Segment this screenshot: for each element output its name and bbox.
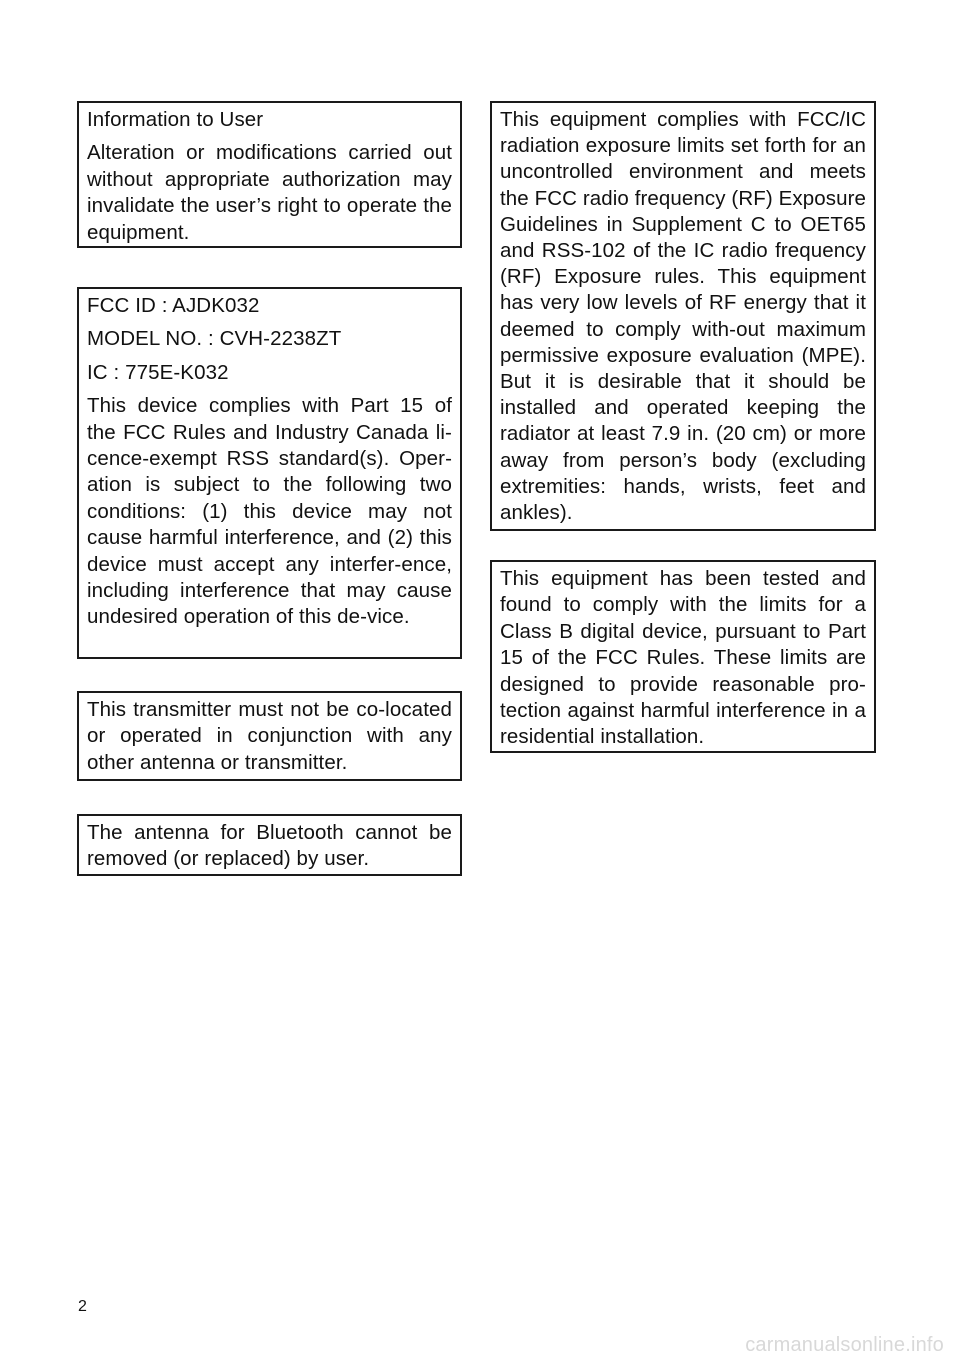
antenna-notice-text: The antenna for Bluetooth cannot be removed (or replaced) by user. xyxy=(87,821,452,871)
information-to-user-heading: Information to User xyxy=(87,108,264,131)
co-location-notice-box xyxy=(77,691,462,781)
watermark: carmanualsonline.info xyxy=(745,1334,944,1356)
radiation-exposure-box xyxy=(490,101,876,531)
model-number: MODEL NO. : CVH-2238ZT xyxy=(87,327,342,351)
fcc-id: FCC ID : AJDK032 xyxy=(87,294,260,317)
ic-number: IC : 775E-K032 xyxy=(87,360,229,384)
class-b-notice-text: This equipment has been tested and found to comply with the limits for a Class B digital device, pursuant to Part 15 of the FCC Rules. These limits are designed to provide reasonable pro-tection against harmful interference in a residential installation. xyxy=(500,567,866,749)
co-location-notice-text: This transmitter must not be co-located or operated in conjunction with any other antenna or transmitter. xyxy=(87,698,452,774)
antenna-notice-box xyxy=(77,814,462,876)
fcc-compliance-box xyxy=(77,287,462,659)
fcc-compliance-text: This device complies with Part 15 of the FCC Rules and Industry Canada li-cence-exempt RSS standard(s). Oper-ation is subject to the following two conditions: (1) this device may not cause harmful interference, and (2) this device must accept any interfer-ence, including interference that may cause undesired operation of this de-vice. xyxy=(87,394,452,629)
information-to-user-box xyxy=(77,101,462,248)
class-b-notice-box xyxy=(490,560,876,753)
radiation-exposure-text: This equipment complies with FCC/IC radiation exposure limits set forth for an uncontrolled environment and meets the FCC radio frequency (RF) Exposure Guidelines in Supplement C to OET65 and RSS-102 of the IC radio frequency (RF) Exposure rules. This equipment has very low levels of RF energy that it deemed to comply with-out maximum permissive exposure evaluation (MPE). But it is desirable that it should be installed and operated keeping the radiator at least 7.9 in. (20 cm) or more away from person’s body (excluding extremities: hands, wrists, feet and ankles). xyxy=(500,108,867,525)
information-to-user-text: Alteration or modifications carried out without appropriate authorization may invalidate the user’s right to operate the equipment. xyxy=(87,141,452,244)
page-number: 2 xyxy=(78,1298,87,1315)
